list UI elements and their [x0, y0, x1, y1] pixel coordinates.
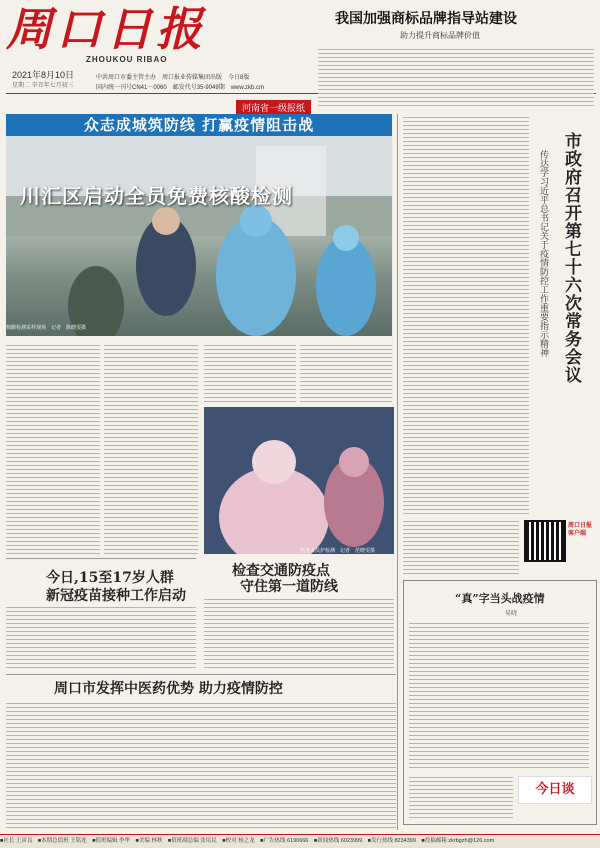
newspaper-logo: 周口日报 — [6, 2, 206, 56]
main-photo-image — [6, 136, 392, 336]
tcm-headline[interactable]: 周口市发挥中医药优势 助力疫情防控 — [54, 681, 283, 697]
meeting-headline[interactable]: 市政府召开第七十六次常务会议 — [561, 132, 581, 384]
top-article-subheadline: 助力提升商标品牌价值 — [400, 31, 480, 40]
newspaper-logo-english: ZHOUKOU RIBAO — [86, 55, 168, 64]
meeting-article-continued — [403, 518, 519, 574]
main-story-column-4 — [300, 342, 392, 402]
vaccination-headline-line1[interactable]: 今日,15至17岁人群 — [46, 570, 174, 586]
checkpoint-headline-line1[interactable]: 检查交通防疫点 — [232, 563, 330, 579]
checkpoint-article-body — [204, 596, 394, 670]
issue-date-sub: 星期二 辛丑年七月初三 — [12, 83, 74, 89]
commentary-author: 易晓 — [505, 610, 518, 617]
main-photo[interactable] — [6, 136, 392, 336]
main-photo-headline[interactable]: 川汇区启动全员免费核酸检测 — [20, 184, 293, 208]
commentary-title[interactable]: “真”字当头战疫情 — [455, 592, 545, 605]
footer-staff-line: ■社长 王彦良 ■本期总值班 王铭连 ■值班编辑 李华 ■美编 林秋 ■值班副总编 张培民 ■校对 杨之龙 ■广告热线 6190666 ■新闻热线 6023999 ■发行热线 8234399 ■投稿邮箱 zkrbgzh@126.com — [0, 834, 600, 848]
secondary-photo-image — [204, 407, 394, 554]
commentary-body — [409, 620, 589, 770]
meeting-article-body — [403, 114, 529, 514]
vaccination-headline-line2[interactable]: 新冠疫苗接种工作启动 — [46, 588, 186, 604]
checkpoint-headline-line2[interactable]: 守住第一道防线 — [240, 579, 338, 595]
qr-code[interactable] — [524, 520, 566, 562]
today-column-logo: 今日谈 — [518, 776, 592, 804]
tagline-badge: 河南省一级报纸 — [236, 100, 311, 115]
main-story-column-3 — [204, 342, 296, 402]
main-story-column-2 — [104, 342, 198, 554]
main-photo-caption: 核酸检测采样现场 记者 陈晓雯摄 — [6, 325, 87, 331]
top-article-headline[interactable]: 我国加强商标品牌指导站建设 — [335, 11, 517, 27]
column-divider — [397, 114, 398, 830]
meeting-subheadline: 传达学习近平总书记关于疫情防控工作重要指示精神 — [538, 150, 548, 357]
app-promo-label: 周口日报客户端 — [568, 522, 593, 537]
campaign-banner: 众志成城筑防线 打赢疫情阻击战 — [6, 114, 392, 136]
divider — [6, 558, 196, 559]
registration-info: 国内统一刊号CN41－0060 邮发代号35-9049期 www.zkb.cm — [96, 85, 265, 91]
divider — [6, 674, 396, 675]
commentary-body-end — [409, 774, 513, 818]
secondary-photo[interactable] — [204, 407, 394, 554]
publisher-info: 中共周口市委主管主办 周口报业传媒集团出版 今日8版 — [96, 75, 250, 81]
secondary-photo-caption: 医务人员护检测 记者 范晓雯摄 — [300, 548, 376, 554]
top-article-body — [318, 46, 594, 108]
vaccination-article-body — [6, 604, 196, 670]
main-story-column-1 — [6, 342, 100, 554]
tcm-article-body — [6, 700, 396, 828]
issue-date: 2021年8月10日 — [12, 70, 75, 80]
